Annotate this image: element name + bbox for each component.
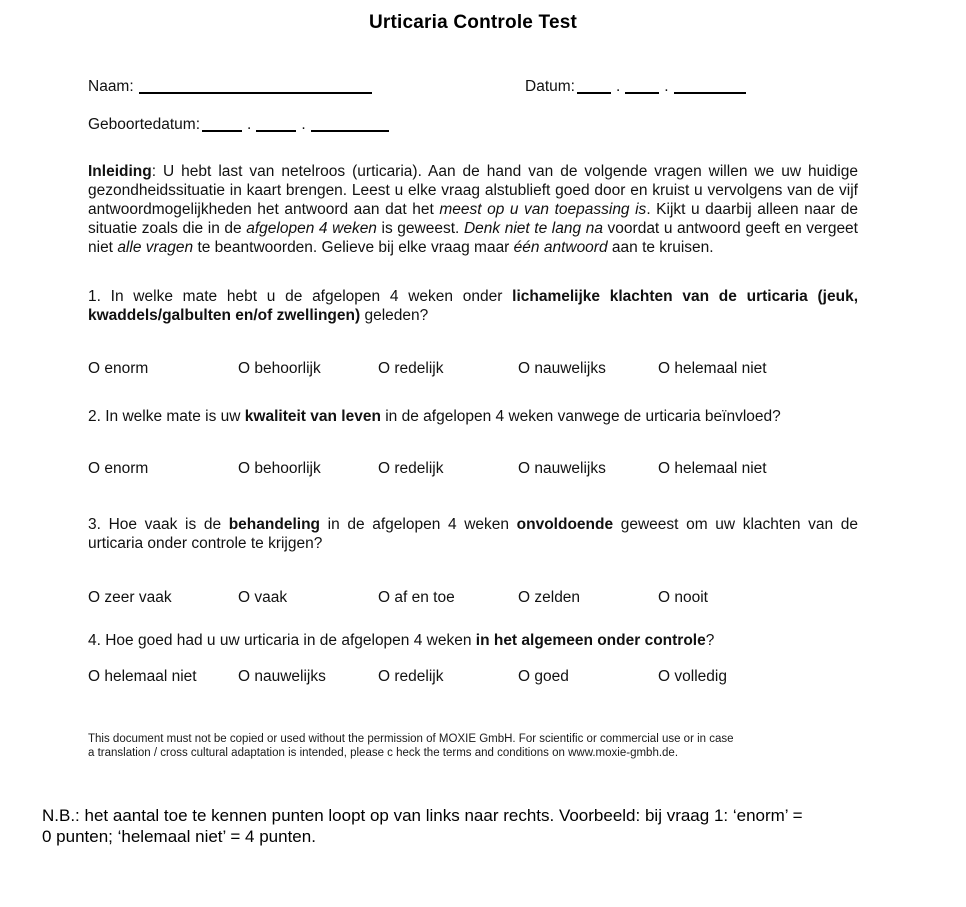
copyright-line-2: a translation / cross cultural adaptation is intended, please c heck the terms and conditions on www.moxie-gmbh.de. (88, 747, 679, 759)
q3-option-3[interactable] (378, 589, 518, 607)
q2-option-4[interactable] (518, 460, 658, 478)
option-label: helemaal niet (674, 460, 767, 477)
option-label: zelden (534, 589, 581, 606)
option-label: behoorlijk (254, 460, 321, 477)
intro-paragraph: Inleiding: U hebt last van netelroos (urticaria). Aan de hand van de volgende vragen willen we uw huidige gezondheidssituatie in kaart brengen. Leest u elke vraag alstublieft goed door en kruist u vervolgens van de vijf antwoordmogelijkheden het antwoord aan dat het meest op u van toepassing is. Kijkt u daarbij alleen naar de situatie zoals die in de afgelopen 4 weken is geweest. Denk niet te lang na voordat u antwoord geeft en vergeet niet alle vragen te beantwoorden. Gelieve bij elke vraag maar één antwoord aan te kruisen. (88, 163, 858, 256)
form-title: Urticaria Controle Test (368, 12, 577, 33)
option-label: zeer vaak (104, 589, 172, 606)
radio-circle-icon: O (238, 668, 251, 685)
radio-circle-icon: O (658, 668, 671, 685)
radio-circle-icon: O (88, 668, 101, 685)
question-3-options (88, 589, 858, 607)
q2-option-3[interactable] (378, 460, 518, 478)
content-area (88, 0, 858, 760)
radio-circle-icon: O (378, 360, 391, 377)
radio-circle-icon: O (518, 360, 531, 377)
scoring-note (42, 805, 942, 847)
option-label: redelijk (394, 460, 444, 477)
naam-field (88, 78, 525, 96)
geboortedatum-label: Geboortedatum: (88, 116, 201, 133)
q1-option-2[interactable] (238, 360, 378, 378)
date-separator: . (301, 116, 306, 133)
q4-option-1[interactable] (88, 668, 238, 686)
radio-circle-icon: O (518, 589, 531, 606)
birthdate-row (88, 116, 858, 134)
option-label: nauwelijks (254, 668, 326, 685)
radio-circle-icon: O (238, 360, 251, 377)
radio-circle-icon: O (658, 589, 671, 606)
option-label: enorm (104, 360, 149, 377)
q1-option-1[interactable] (88, 360, 238, 378)
option-label: enorm (104, 460, 149, 477)
geboortedatum-day-blank[interactable] (202, 130, 242, 132)
date-separator: . (615, 78, 621, 95)
radio-circle-icon: O (518, 668, 531, 685)
radio-circle-icon: O (88, 460, 101, 477)
radio-circle-icon: O (518, 460, 531, 477)
question-1-text: 1. In welke mate hebt u de afgelopen 4 weken onder lichamelijke klachten van de urticaria (jeuk, kwaddels/galbulten en/of zwellingen) geleden? (88, 288, 858, 324)
option-label: behoorlijk (254, 360, 321, 377)
radio-circle-icon: O (378, 589, 391, 606)
q1-option-5[interactable] (658, 360, 767, 378)
option-label: nooit (674, 589, 708, 606)
q3-option-2[interactable] (238, 589, 378, 607)
radio-circle-icon: O (658, 360, 671, 377)
q2-option-2[interactable] (238, 460, 378, 478)
copyright-note (88, 732, 858, 760)
option-label: helemaal niet (104, 668, 197, 685)
q4-option-4[interactable] (518, 668, 658, 686)
option-label: nauwelijks (534, 360, 606, 377)
question-4-options (88, 668, 858, 686)
question-2-options (88, 460, 858, 478)
option-label: goed (534, 668, 569, 685)
naam-blank[interactable] (139, 92, 372, 94)
date-separator: . (664, 78, 669, 95)
naam-label: Naam: (88, 78, 134, 95)
datum-year-blank[interactable] (674, 92, 746, 94)
datum-day-blank[interactable] (577, 92, 611, 94)
datum-label: Datum: (525, 78, 575, 95)
geboortedatum-month-blank[interactable] (256, 130, 296, 132)
radio-circle-icon: O (238, 460, 251, 477)
date-separator: . (247, 116, 252, 133)
q4-option-2[interactable] (238, 668, 378, 686)
question-3 (88, 515, 858, 607)
option-label: af en toe (394, 589, 455, 606)
question-1-options (88, 360, 858, 378)
radio-circle-icon: O (658, 460, 671, 477)
option-label: nauwelijks (534, 460, 606, 477)
radio-circle-icon: O (378, 460, 391, 477)
datum-month-blank[interactable] (625, 92, 659, 94)
radio-circle-icon: O (238, 589, 251, 606)
radio-circle-icon: O (88, 589, 101, 606)
question-4-text: 4. Hoe goed had u uw urticaria in de afgelopen 4 weken in het algemeen onder controle? (88, 632, 715, 649)
q2-option-1[interactable] (88, 460, 238, 478)
q3-option-4[interactable] (518, 589, 658, 607)
q4-option-5[interactable] (658, 668, 727, 686)
option-label: volledig (674, 668, 727, 685)
q2-option-5[interactable] (658, 460, 767, 478)
name-date-row (88, 78, 858, 96)
question-2 (88, 407, 858, 478)
scoring-note-line-2: 0 punten; ‘helemaal niet’ = 4 punten. (42, 827, 316, 846)
q3-option-5[interactable] (658, 589, 708, 607)
q3-option-1[interactable] (88, 589, 238, 607)
question-2-text: 2. In welke mate is uw kwaliteit van leven in de afgelopen 4 weken vanwege de urticaria beïnvloed? (88, 408, 781, 425)
question-4 (88, 631, 858, 686)
option-label: helemaal niet (674, 360, 767, 377)
question-3-text: 3. Hoe vaak is de behandeling in de afgelopen 4 weken onvoldoende geweest om uw klachten van de urticaria onder controle te krijgen? (88, 516, 858, 552)
option-label: redelijk (394, 668, 444, 685)
scoring-note-line-1: N.B.: het aantal toe te kennen punten loopt op van links naar rechts. Voorbeeld: bij vraag 1: ‘enorm’ = (42, 806, 803, 825)
q4-option-3[interactable] (378, 668, 518, 686)
copyright-line-1: This document must not be copied or used without the permission of MOXIE GmbH. For scientific or commercial use or in case (88, 733, 734, 745)
radio-circle-icon: O (88, 360, 101, 377)
datum-field (525, 78, 748, 96)
q1-option-4[interactable] (518, 360, 658, 378)
geboortedatum-year-blank[interactable] (311, 130, 389, 132)
option-label: redelijk (394, 360, 444, 377)
question-1 (88, 287, 858, 378)
radio-circle-icon: O (378, 668, 391, 685)
option-label: vaak (254, 589, 288, 606)
q1-option-3[interactable] (378, 360, 518, 378)
